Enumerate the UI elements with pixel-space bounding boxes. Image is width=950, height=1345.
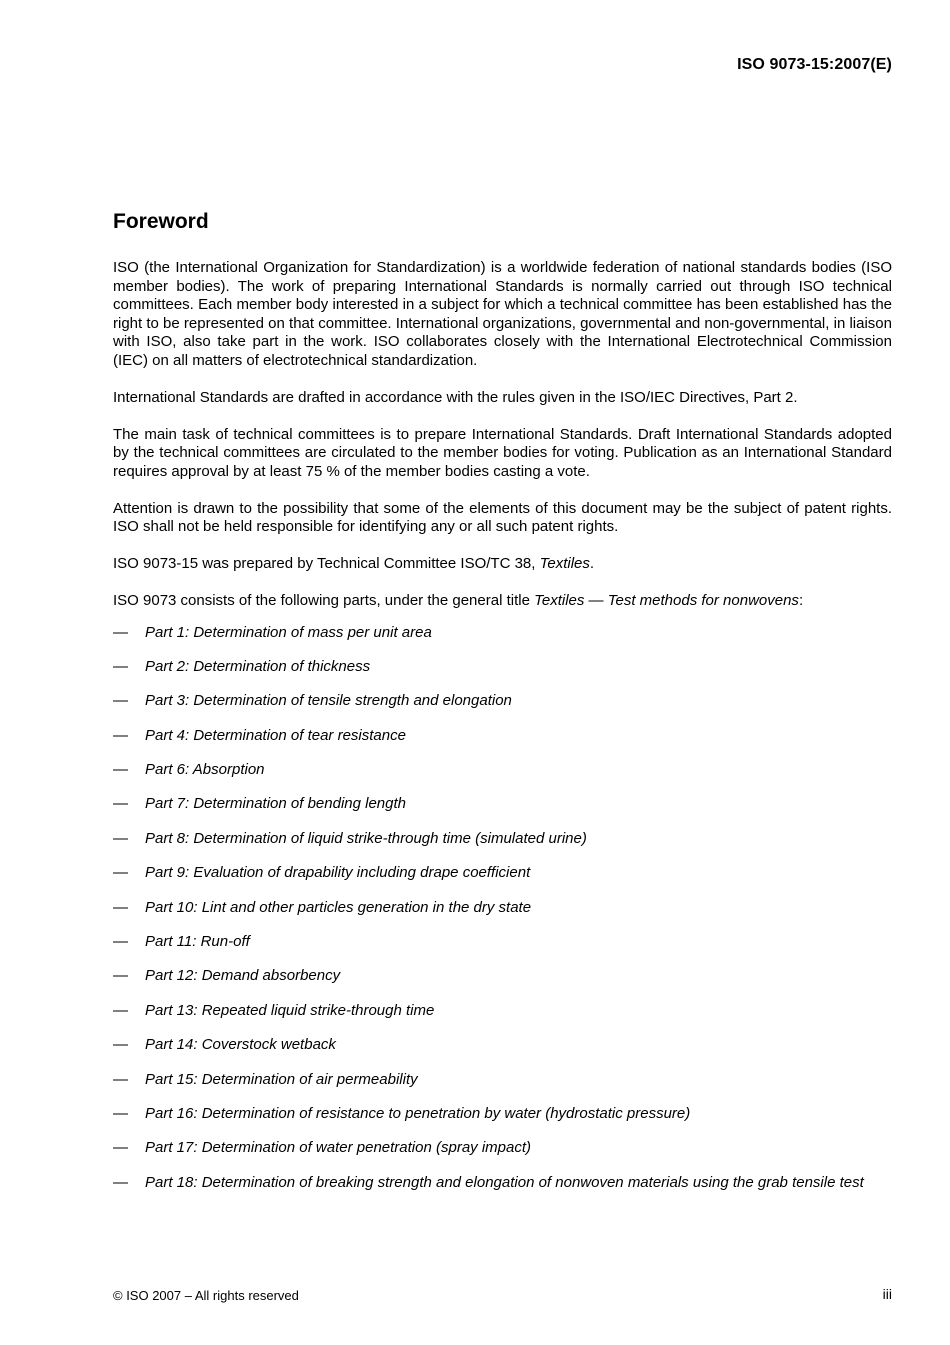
list-item — [113, 795, 892, 814]
part-title: Part 13: Repeated liquid strike-through time — [145, 1001, 435, 1019]
list-dash: — — [113, 1036, 128, 1054]
part-title: Part 9: Evaluation of drapability including drape coefficient — [145, 864, 531, 882]
list-item — [113, 1071, 892, 1090]
copyright-notice: © ISO 2007 – All rights reserved — [113, 1288, 299, 1303]
list-dash: — — [113, 1001, 128, 1019]
part-title: Part 6: Absorption — [145, 761, 265, 779]
list-item — [113, 761, 892, 780]
document-id: ISO 9073-15:2007(E) — [737, 56, 892, 73]
part-title: Part 4: Determination of tear resistance — [145, 726, 406, 744]
part-title: Part 10: Lint and other particles generation in the dry state — [145, 898, 532, 916]
part-title: Part 15: Determination of air permeability — [145, 1070, 418, 1088]
paragraph-committees: The main task of technical committees is to prepare International Standards. Draft International Standards adopted by the technical committees are circulated to the member bodies for voting. Publication as an International Standard requires approval by at least 75 % of the member bodies casting a vote. — [113, 425, 892, 480]
list-item — [113, 692, 892, 711]
part-title: Part 17: Determination of water penetration (spray impact) — [145, 1139, 532, 1157]
part-title: Part 3: Determination of tensile strength and elongation — [145, 692, 512, 710]
list-dash: — — [113, 898, 128, 916]
prepared-by-end: . — [589, 555, 595, 572]
list-dash: — — [113, 761, 128, 779]
list-dash: — — [113, 1139, 128, 1157]
parts-intro-end: : — [798, 592, 804, 609]
part-title: Part 11: Run-off — [145, 933, 250, 951]
list-dash: — — [113, 967, 128, 985]
list-item — [113, 727, 892, 746]
part-title: Part 16: Determination of resistance to penetration by water (hydrostatic pressure) — [145, 1104, 691, 1122]
list-item — [113, 1139, 892, 1158]
list-item — [113, 899, 892, 918]
part-title: Part 7: Determination of bending length — [145, 795, 406, 813]
list-dash: — — [113, 657, 128, 675]
part-title: Part 1: Determination of mass per unit area — [145, 623, 432, 641]
parts-list — [113, 624, 892, 1193]
committee-name: Textiles — [539, 555, 590, 572]
part-title: Part 8: Determination of liquid strike-through time (simulated urine) — [145, 829, 587, 847]
list-item — [113, 1174, 892, 1193]
list-item — [113, 830, 892, 849]
page-title: Foreword — [113, 210, 209, 233]
list-dash: — — [113, 1173, 128, 1191]
part-title: Part 14: Coverstock wetback — [145, 1036, 336, 1054]
paragraph-prepared-by — [113, 555, 892, 574]
list-dash: — — [113, 1104, 128, 1122]
list-item — [113, 933, 892, 952]
list-item — [113, 1002, 892, 1021]
paragraph-directives: International Standards are drafted in accordance with the rules given in the ISO/IEC Directives, Part 2. — [113, 388, 798, 406]
list-dash: — — [113, 692, 128, 710]
list-dash: — — [113, 933, 128, 951]
prepared-by-text: ISO 9073-15 was prepared by Technical Committee ISO/TC 38, — [113, 555, 540, 572]
paragraph-iso-intro: ISO (the International Organization for Standardization) is a worldwide federation of national standards bodies (ISO member bodies). The work of preparing International Standards is normally carried out through ISO technical committees. Each member body interested in a subject for which a technical committee has been established has the right to be represented on that committee. International organizations, governmental and non-governmental, in liaison with ISO, also take part in the work. ISO collaborates closely with the International Electrotechnical Commission (IEC) on all matters of electrotechnical standardization. — [113, 259, 892, 369]
part-title: Part 12: Demand absorbency — [145, 967, 341, 985]
list-item — [113, 1105, 892, 1124]
list-item — [113, 624, 892, 643]
part-title: Part 2: Determination of thickness — [145, 657, 371, 675]
list-dash: — — [113, 623, 128, 641]
list-dash: — — [113, 726, 128, 744]
part-title: Part 18: Determination of breaking strength and elongation of nonwoven materials using the grab tensile test — [145, 1173, 864, 1191]
page-number: iii — [882, 1286, 892, 1302]
list-item — [113, 658, 892, 677]
list-dash: — — [113, 1070, 128, 1088]
list-item — [113, 1036, 892, 1055]
paragraph-patent: Attention is drawn to the possibility that some of the elements of this document may be the subject of patent rights. ISO shall not be held responsible for identifying any or all such patent rights. — [113, 499, 892, 535]
general-title: Textiles — Test methods for nonwovens — [534, 592, 799, 609]
list-dash: — — [113, 829, 128, 847]
list-dash: — — [113, 795, 128, 813]
list-dash: — — [113, 864, 128, 882]
foreword-body — [113, 259, 892, 1208]
list-item — [113, 967, 892, 986]
paragraph-parts-intro — [113, 592, 892, 611]
parts-intro-text: ISO 9073 consists of the following parts, under the general title — [113, 592, 535, 609]
list-item — [113, 864, 892, 883]
